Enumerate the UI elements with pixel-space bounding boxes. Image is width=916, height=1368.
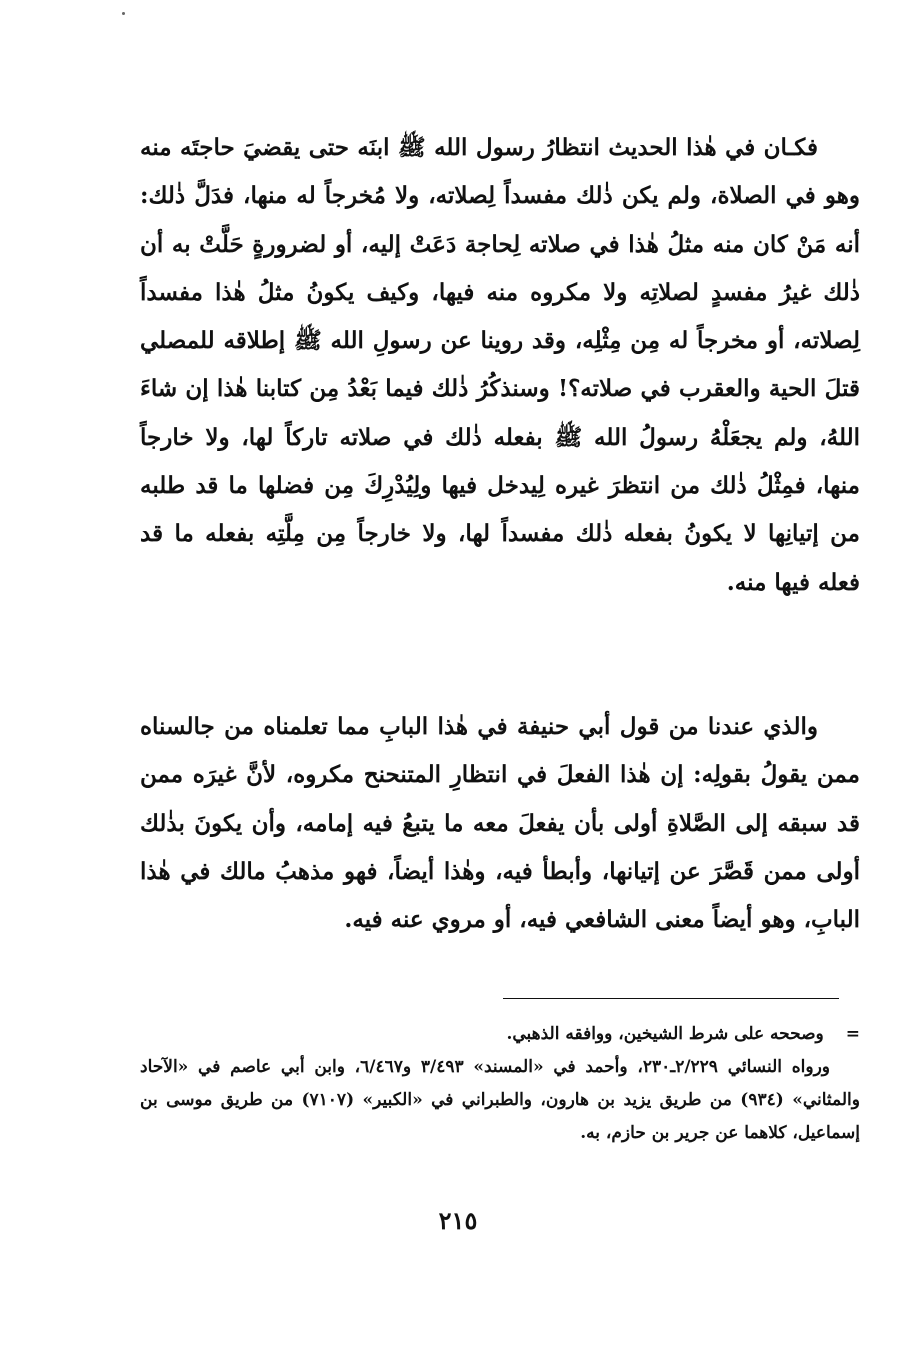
continuation-marker: =	[845, 1024, 860, 1044]
footnote-separator	[503, 998, 839, 999]
paragraph-1: فكـان في هٰذا الحديث انتظارُ رسول الله ﷺ ابنَه حتى يقضيَ حاجتَه منه وهو في الصلاة، ولم يكن ذٰلك مفسداً لِصلاته، ولا مُخرجاً له منها، فدَلَّ ذٰلك: أنه مَنْ كان منه مثلُ هٰذا في صلاته لِحاجة دَعَتْ إليه، أو لضرورةٍ حَلَّتْ به أن ذٰلك غيرُ مفسدٍ لصلاتِه ولا مكروه منه فيها، وكيف يكونُ مثلُ هٰذا مفسداً لِصلاته، أو مخرجاً له مِن مِثْلِه، وقد روينا عن رسولِ الله ﷺ إطلاقه للمصلي قتلَ الحية والعقرب في صلاته؟! وسنذكُرُ ذٰلك فيما بَعْدُ مِن كتابنا هٰذا إن شاءَ اللهُ، ولم يجعَلْهُ رسولُ الله ﷺ بفعله ذٰلك في صلاته تاركاً لها، ولا خارجاً منها، فمِثْلُ ذٰلك من انتظرَ غيره لِيدخل فيها ولِيُدْرِكَ مِن فضلها ما قد طلبه من إتيانِها لا يكونُ بفعله ذٰلك مفسداً لها، ولا خارجاً مِن مِلَّتِه بفعله ما قد فعله فيها منه.	[140, 134, 860, 596]
main-text-lower	[140, 703, 860, 944]
scan-speck	[122, 12, 125, 15]
footnotes	[140, 1018, 860, 1150]
footnote-text: ورواه النسائي ٢/٢٢٩ـ٢٣٠، وأحمد في «المسند» ٣/٤٩٣ و٦/٤٦٧، وابن أبي عاصم في «الآحاد والمثاني» (٩٣٤) من طريق يزيد بن هارون، والطبراني في «الكبير» (٧١٠٧) من طريق موسى بن إسماعيل، كلاهما عن جرير بن حازم، به.	[140, 1057, 860, 1143]
footnote-continuation-text: وصححه على شرط الشيخين، ووافقه الذهبي.	[506, 1024, 824, 1044]
paragraph-2: والذي عندنا من قول أبي حنيفة في هٰذا البابِ مما تعلمناه من جالسناه ممن يقولُ بقولِه: إن هٰذا الفعلَ في انتظارِ المتنحنح مكروه، لأنَّ غيرَه ممن قد سبقه إلى الصَّلاةِ أولى بأن يفعلَ معه ما يتبعُ فيه إمامه، وأن يكونَ بذٰلك أولى ممن قَصَّرَ عن إتيانها، وأبطأ فيه، وهٰذا أيضاً، فهو مذهبُ مالك في هٰذا البابِ، وهو أيضاً معنى الشافعي فيه، أو مروي عنه فيه.	[140, 713, 860, 934]
page-number: ٢١٥	[438, 1206, 478, 1235]
main-text-upper	[140, 124, 860, 607]
footnote-continuation	[140, 1018, 860, 1051]
